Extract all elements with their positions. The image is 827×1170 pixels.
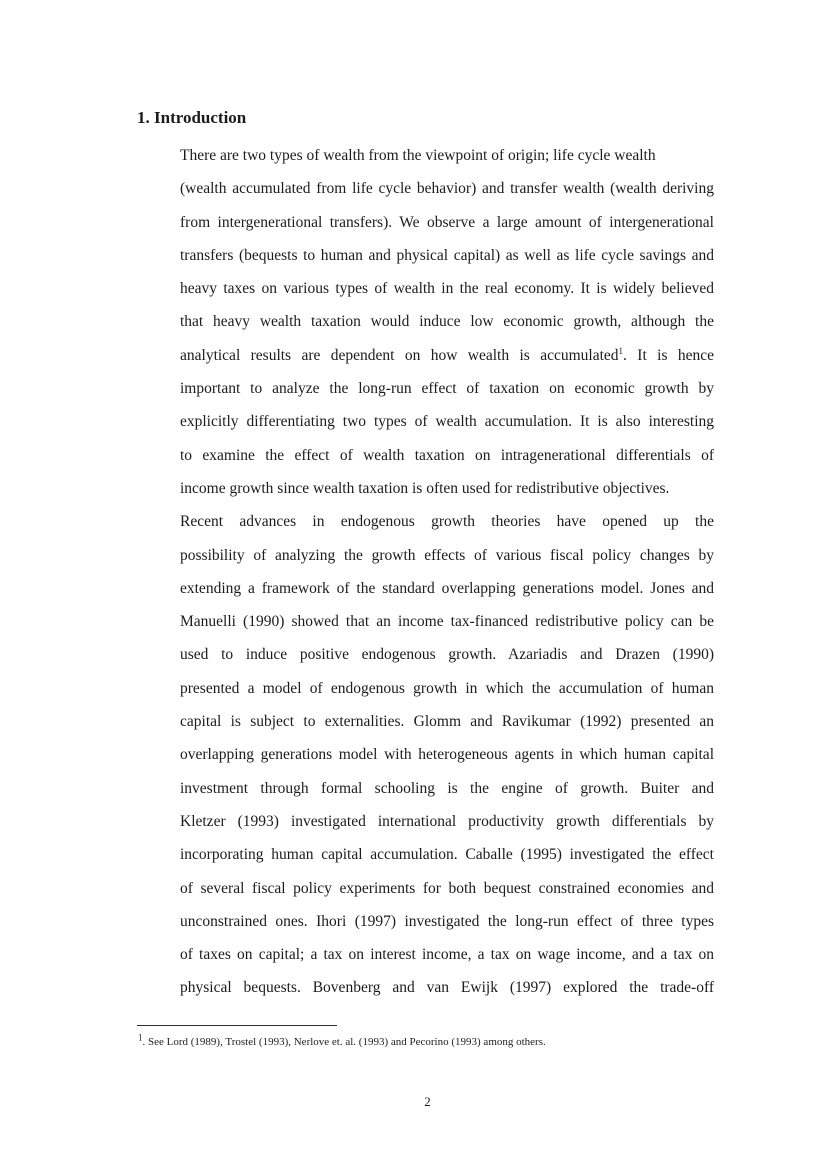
text-line: to examine the effect of wealth taxation on intragenerational differentials of bbox=[180, 446, 714, 464]
text-line: unconstrained ones. Ihori (1997) investigated the long-run effect of three types bbox=[180, 912, 714, 930]
text-line: explicitly differentiating two types of wealth accumulation. It is also interesting bbox=[180, 413, 714, 431]
text-line: overlapping generations model with heterogeneous agents in which human capital bbox=[180, 746, 714, 764]
text-line bbox=[138, 339, 714, 372]
paragraph-1 bbox=[138, 139, 714, 505]
text-line: transfers (bequests to human and physical capital) as well as life cycle savings and bbox=[180, 246, 714, 264]
footnote bbox=[138, 1032, 546, 1048]
text-fragment: analytical results are dependent on how wealth is accumulated bbox=[180, 346, 619, 364]
text-line: capital is subject to externalities. Glomm and Ravikumar (1992) presented an bbox=[180, 713, 714, 731]
text-line: heavy taxes on various types of wealth in the real economy. It is widely believed bbox=[180, 280, 714, 298]
text-line: (wealth accumulated from life cycle behavior) and transfer wealth (wealth deriving bbox=[180, 180, 714, 198]
text-line: used to induce positive endogenous growth. Azariadis and Drazen (1990) bbox=[180, 646, 714, 664]
footnote-reference: 1 bbox=[618, 345, 624, 356]
text-fragment: . It is hence bbox=[623, 346, 714, 364]
section-heading bbox=[137, 108, 246, 128]
paragraph-2 bbox=[138, 505, 714, 1004]
footnote-text: . See Lord (1989), Trostel (1993), Nerlove et. al. (1993) and Pecorino (1993) among others. bbox=[142, 1036, 546, 1048]
text-line: extending a framework of the standard overlapping generations model. Jones and bbox=[180, 579, 714, 597]
page-number: 2 bbox=[424, 1094, 431, 1109]
text-line: from intergenerational transfers). We observe a large amount of intergenerational bbox=[180, 213, 714, 231]
text-line: Kletzer (1993) investigated international productivity growth differentials by bbox=[180, 812, 714, 830]
text-line: of several fiscal policy experiments for both bequest constrained economies and bbox=[180, 879, 714, 897]
text-line: Manuelli (1990) showed that an income tax-financed redistributive policy can be bbox=[180, 613, 714, 631]
text-line: investment through formal schooling is the engine of growth. Buiter and bbox=[180, 779, 714, 797]
section-title: Introduction bbox=[154, 108, 247, 127]
footnote-divider bbox=[137, 1025, 337, 1026]
text-line: income growth since wealth taxation is often used for redistributive objectives. bbox=[180, 479, 670, 497]
text-line: possibility of analyzing the growth effects of various fiscal policy changes by bbox=[180, 546, 714, 564]
text-line: There are two types of wealth from the viewpoint of origin; life cycle wealth bbox=[180, 147, 656, 164]
text-line: physical bequests. Bovenberg and van Ewijk (1997) explored the trade-off bbox=[180, 979, 714, 997]
footnote-mark: 1 bbox=[138, 1032, 143, 1043]
section-number: 1. bbox=[137, 108, 150, 127]
body-text bbox=[138, 139, 714, 1005]
text-line: of taxes on capital; a tax on interest income, a tax on wage income, and a tax on bbox=[180, 946, 714, 964]
text-line: incorporating human capital accumulation. Caballe (1995) investigated the effect bbox=[180, 846, 714, 864]
text-line: that heavy wealth taxation would induce low economic growth, although the bbox=[180, 313, 714, 331]
text-line: presented a model of endogenous growth in which the accumulation of human bbox=[180, 679, 714, 697]
text-line: Recent advances in endogenous growth theories have opened up the bbox=[180, 513, 714, 531]
text-line: important to analyze the long-run effect of taxation on economic growth by bbox=[180, 380, 714, 398]
